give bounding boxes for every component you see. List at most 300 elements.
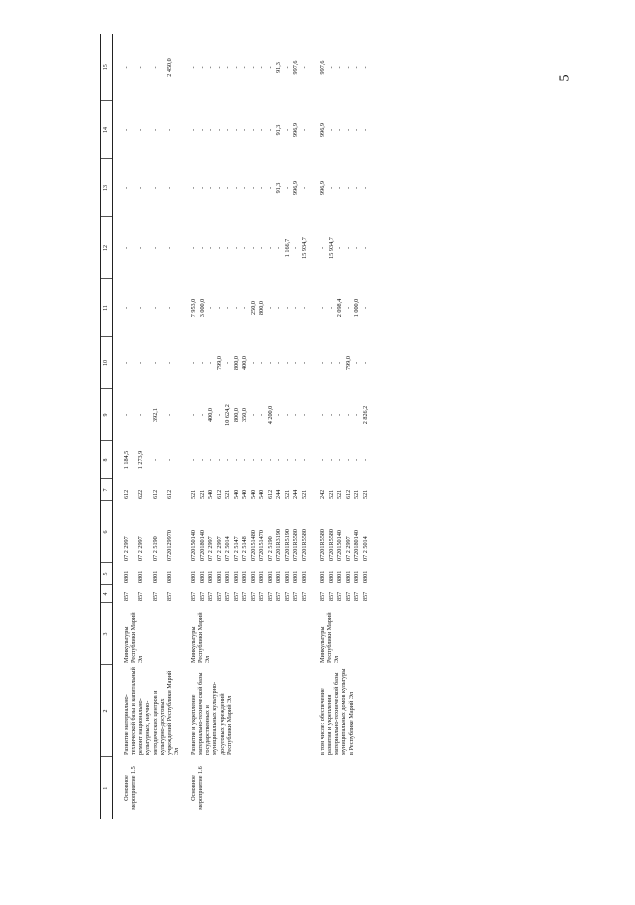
table-cell: - xyxy=(165,306,173,310)
column-header: 14 xyxy=(101,101,113,159)
table-cell: - xyxy=(215,128,223,132)
table-cell: - xyxy=(258,128,265,132)
table-cell: 540 xyxy=(249,489,257,499)
table-cell: - xyxy=(165,458,173,462)
table-cell: 857 xyxy=(353,591,360,601)
table-cell: 400,0 xyxy=(241,356,248,370)
table-cell: - xyxy=(344,458,352,462)
table-cell: 0720150140 xyxy=(336,530,343,561)
column-header: 12 xyxy=(101,217,113,279)
table-cell: - xyxy=(137,413,145,417)
table-cell: 857 xyxy=(327,591,335,601)
table-cell: 857 xyxy=(319,591,326,601)
table-cell: - xyxy=(266,361,274,365)
column-header: 9 xyxy=(101,389,113,441)
column-header: 13 xyxy=(101,159,113,217)
table-cell: 521 xyxy=(190,489,197,499)
table-cell: - xyxy=(241,246,248,250)
block-spacer xyxy=(180,34,190,819)
block-spacer xyxy=(113,34,124,819)
column-header: 6 xyxy=(101,501,113,563)
table-cell: - xyxy=(207,361,214,365)
table-cell: - xyxy=(249,458,257,462)
table-cell: - xyxy=(151,66,159,69)
table-cell: 612 xyxy=(266,489,274,499)
table-cell: - xyxy=(151,458,159,462)
table-cell: - xyxy=(224,246,231,250)
table-cell: - xyxy=(137,186,145,190)
table-cell: - xyxy=(224,361,231,365)
table-cell: 996,9 xyxy=(292,123,299,137)
table-cell: - xyxy=(353,186,360,190)
table-cell: - xyxy=(266,128,274,132)
executor-cell: Минкультуры Республики Марий Эл xyxy=(319,612,341,663)
table-cell: - xyxy=(361,128,369,132)
table-cell: - xyxy=(300,66,308,69)
table-cell: 07 2 5014 xyxy=(361,536,369,561)
table-cell: - xyxy=(275,361,282,365)
table-cell: 250,0 xyxy=(249,301,257,315)
table-cell: - xyxy=(232,186,240,190)
table-cell: - xyxy=(215,186,223,190)
table-cell: 521 xyxy=(224,489,231,499)
table-cell: - xyxy=(336,186,343,190)
table-cell: 521 xyxy=(300,489,308,499)
table-cell: - xyxy=(275,246,282,250)
table-cell: - xyxy=(283,306,291,310)
event-cell: Основное мероприятие 1.5 xyxy=(123,766,138,810)
table-cell: 1 184,5 xyxy=(123,450,130,470)
table-cell: 0801 xyxy=(249,570,257,583)
name-cell: Развитие и укрепление материально-технической базы государственных и муниципальных культурно-досуговых учреждений Республики Марий Эл xyxy=(190,672,233,755)
table-cell: - xyxy=(344,306,352,310)
table-cell: - xyxy=(198,128,206,132)
table-cell: - xyxy=(207,66,214,69)
table-cell: 242 xyxy=(319,489,326,499)
table-cell: 857 xyxy=(249,591,257,601)
table-cell: - xyxy=(266,66,274,69)
column-header: 10 xyxy=(101,337,113,389)
table-cell: 857 xyxy=(361,591,369,601)
table-cell: 0720180140 xyxy=(198,530,206,561)
table-cell: - xyxy=(249,246,257,250)
table-cell: - xyxy=(241,186,248,190)
table-cell: - xyxy=(292,413,299,417)
table-cell: - xyxy=(266,186,274,190)
table-cell: 521 xyxy=(198,489,206,499)
table-cell: - xyxy=(190,458,197,462)
table-cell: - xyxy=(319,306,326,310)
table-cell: 07 2 2997 xyxy=(215,536,223,561)
table-cell: 07 2 5190 xyxy=(151,536,159,561)
table-cell: - xyxy=(215,66,223,69)
table-cell: 0801 xyxy=(198,570,206,583)
column-header: 5 xyxy=(101,563,113,585)
table-cell: 07 2 2997 xyxy=(123,536,130,561)
table-cell: - xyxy=(224,128,231,132)
table-cell: - xyxy=(137,66,145,69)
table-cell: - xyxy=(190,66,197,69)
table-cell: 0720129970 xyxy=(165,530,173,561)
table-cell: - xyxy=(361,306,369,310)
table-cell: 0801 xyxy=(165,570,173,583)
table-cell: 857 xyxy=(258,591,265,601)
table-cell: 15 934,7 xyxy=(327,237,335,259)
table-cell: - xyxy=(241,128,248,132)
table-cell: - xyxy=(319,361,326,365)
table-cell: - xyxy=(361,458,369,462)
table-cell: 2 826,2 xyxy=(361,405,369,425)
table-cell: - xyxy=(353,413,360,417)
table-cell: 996,9 xyxy=(319,123,326,137)
table-row xyxy=(123,34,137,819)
table-cell: 7 953,0 xyxy=(190,298,197,318)
table-cell: - xyxy=(336,66,343,69)
table-cell: 521 xyxy=(353,489,360,499)
table-cell: 857 xyxy=(344,591,352,601)
table-cell: - xyxy=(151,128,159,132)
table-cell: - xyxy=(224,186,231,190)
table-cell: - xyxy=(258,361,265,365)
table-cell: 0801 xyxy=(361,570,369,583)
table-cell: 521 xyxy=(361,489,369,499)
table-cell: - xyxy=(283,128,291,132)
table-cell: - xyxy=(123,413,130,417)
table-cell: 0801 xyxy=(137,570,145,583)
table-cell: 350,0 xyxy=(241,408,248,422)
table-cell: 857 xyxy=(336,591,343,601)
table-cell: - xyxy=(249,413,257,417)
table-cell: - xyxy=(283,186,291,190)
table-cell: 612 xyxy=(123,489,130,499)
table-cell: 2 098,4 xyxy=(336,298,343,318)
table-cell: - xyxy=(198,361,206,365)
table-cell: - xyxy=(336,458,343,462)
table-cell: 07201R5580 xyxy=(292,529,299,561)
table-cell: 997,6 xyxy=(319,60,326,75)
name-cell: в том числе: обеспечение развития и укрепления материально-технической базы муниципальных домов культуры в Республике Марий Эл xyxy=(319,668,355,755)
table-cell: 857 xyxy=(266,591,274,601)
table-cell: 612 xyxy=(215,489,223,499)
table-cell: 857 xyxy=(232,591,240,601)
table-cell: - xyxy=(283,458,291,462)
table-cell: - xyxy=(336,246,343,250)
table-cell: 996,9 xyxy=(319,181,326,195)
table-cell: - xyxy=(258,413,265,417)
table-cell: - xyxy=(258,246,265,250)
table-cell: 0801 xyxy=(344,570,352,583)
table-cell: 857 xyxy=(283,591,291,601)
table-cell: - xyxy=(165,246,173,250)
table-cell: - xyxy=(123,128,130,132)
table-cell: - xyxy=(327,458,335,462)
table-cell: - xyxy=(207,186,214,190)
table-cell: - xyxy=(353,361,360,365)
table-cell: - xyxy=(300,128,308,132)
table-cell: - xyxy=(353,246,360,250)
table-cell: 91,3 xyxy=(275,124,282,136)
table-cell: - xyxy=(198,413,206,417)
table-cell: 622 xyxy=(137,489,145,499)
table-cell: 1 273,9 xyxy=(137,450,145,470)
table-cell: 91,3 xyxy=(275,182,282,194)
column-header: 11 xyxy=(101,279,113,337)
table-cell: - xyxy=(327,413,335,417)
page-number: 5 xyxy=(557,74,573,82)
table-cell: - xyxy=(137,128,145,132)
table-cell: 0801 xyxy=(300,570,308,583)
table-cell: - xyxy=(215,306,223,310)
table-cell: 612 xyxy=(151,489,159,499)
table-cell: - xyxy=(232,306,240,310)
table-cell: 521 xyxy=(327,489,335,499)
table-cell: - xyxy=(165,128,173,132)
table-cell: - xyxy=(266,458,274,462)
table-cell: - xyxy=(275,458,282,462)
table-cell: 0801 xyxy=(319,570,326,583)
table-cell: - xyxy=(353,458,360,462)
table-cell: 857 xyxy=(224,591,231,601)
table-cell: 0801 xyxy=(215,570,223,583)
table-cell: - xyxy=(232,458,240,462)
table-cell: - xyxy=(283,413,291,417)
table-cell: 996,9 xyxy=(292,181,299,195)
table-cell: - xyxy=(258,458,265,462)
executor-cell: Минкультуры Республики Марий Эл xyxy=(190,612,212,663)
table-cell: 392,1 xyxy=(151,408,159,422)
table-cell: - xyxy=(241,66,248,69)
table-cell: 800,0 xyxy=(232,356,240,370)
table-cell: - xyxy=(258,66,265,69)
table-cell: - xyxy=(361,361,369,365)
table-cell: 0801 xyxy=(336,570,343,583)
table-cell: 2 450,0 xyxy=(165,58,173,77)
table-cell: - xyxy=(300,413,308,417)
table-cell: - xyxy=(327,361,335,365)
table-cell: - xyxy=(327,128,335,132)
table-cell: 857 xyxy=(300,591,308,601)
table-cell: - xyxy=(165,361,173,365)
table-cell: 612 xyxy=(344,489,352,499)
table-cell: - xyxy=(344,66,352,69)
table-cell: 540 xyxy=(241,489,248,499)
table-cell: 857 xyxy=(151,591,159,601)
table-cell: - xyxy=(283,66,291,69)
column-header: 8 xyxy=(101,441,113,479)
table-cell: 07 2 5148 xyxy=(241,536,248,561)
table-cell: - xyxy=(344,128,352,132)
table-cell: 0801 xyxy=(327,570,335,583)
table-cell: 07 2 2997 xyxy=(207,536,214,561)
table-cell: - xyxy=(151,361,159,365)
table-cell: 0801 xyxy=(258,570,265,583)
table-cell: - xyxy=(275,306,282,310)
table-cell: - xyxy=(336,413,343,417)
table-cell: 07 2 5190 xyxy=(266,536,274,561)
table-cell: 0801 xyxy=(190,570,197,583)
table-cell: 857 xyxy=(241,591,248,601)
table-cell: - xyxy=(190,413,197,417)
table-cell: - xyxy=(292,361,299,365)
table-cell: - xyxy=(123,66,130,69)
table-cell: 07201R3190 xyxy=(275,529,282,561)
table-cell: 799,0 xyxy=(344,356,352,370)
table-cell: 400,0 xyxy=(207,408,214,422)
table-cell: - xyxy=(300,306,308,310)
table-cell: 857 xyxy=(275,591,282,601)
table-row xyxy=(190,34,199,819)
block-spacer xyxy=(309,34,319,819)
table-cell: 07201R5580 xyxy=(300,529,308,561)
table-cell: - xyxy=(336,361,343,365)
table-cell: 0801 xyxy=(292,570,299,583)
table-cell: - xyxy=(198,186,206,190)
budget-table xyxy=(100,34,370,819)
table-cell: - xyxy=(165,413,173,417)
table-cell: - xyxy=(207,128,214,132)
table-cell: 0801 xyxy=(283,570,291,583)
column-header: 15 xyxy=(101,34,113,101)
column-header: 3 xyxy=(101,603,113,665)
table-cell: - xyxy=(123,361,130,365)
table-cell: 521 xyxy=(283,489,291,499)
table-cell: - xyxy=(190,361,197,365)
table-cell: - xyxy=(224,458,231,462)
column-header-row xyxy=(101,34,113,819)
table-cell: - xyxy=(123,246,130,250)
table-cell: - xyxy=(258,186,265,190)
table-cell: - xyxy=(190,246,197,250)
table-cell: 997,6 xyxy=(292,60,299,75)
table-cell: - xyxy=(151,186,159,190)
table-cell: - xyxy=(198,246,206,250)
name-cell: Развитие материально-технической базы и капитальный ремонт национально-культурных, научно-методических центров и культурно-досуговых учреждений Республики Марий Эл xyxy=(123,667,180,755)
table-cell: 857 xyxy=(198,591,206,601)
table-cell: - xyxy=(190,186,197,190)
table-cell: 0801 xyxy=(224,570,231,583)
table-cell: - xyxy=(249,66,257,69)
table-cell: 07 2 5014 xyxy=(224,536,231,561)
table-cell: - xyxy=(327,66,335,69)
table-cell: - xyxy=(300,186,308,190)
table-cell: 0720151470 xyxy=(258,530,265,561)
table-cell: - xyxy=(327,186,335,190)
table-cell: 0801 xyxy=(266,570,274,583)
table-cell: - xyxy=(300,361,308,365)
table-cell: 540 xyxy=(207,489,214,499)
table-cell: 0801 xyxy=(353,570,360,583)
table-cell: 3 000,0 xyxy=(198,298,206,318)
table-cell: 857 xyxy=(137,591,145,601)
table-cell: 0801 xyxy=(241,570,248,583)
table-cell: 10 624,2 xyxy=(224,404,231,426)
event-cell: Основное мероприятие 1.6 xyxy=(190,766,205,810)
table-cell: - xyxy=(344,413,352,417)
table-cell: - xyxy=(266,246,274,250)
table-cell: 07 2 2997 xyxy=(137,536,145,561)
table-cell: - xyxy=(344,246,352,250)
table-cell: - xyxy=(241,306,248,310)
table-cell: - xyxy=(165,186,173,190)
table-cell: - xyxy=(292,246,299,250)
table-cell: 07201R5580 xyxy=(327,529,335,561)
table-cell: - xyxy=(232,246,240,250)
table-cell: - xyxy=(224,66,231,69)
table-cell: 1 000,0 xyxy=(353,298,360,318)
column-header: 2 xyxy=(101,665,113,757)
table-cell: - xyxy=(361,66,369,69)
table-cell: - xyxy=(232,128,240,132)
table-cell: 857 xyxy=(207,591,214,601)
table-cell: 0801 xyxy=(151,570,159,583)
table-cell: - xyxy=(123,186,130,190)
table-cell: 857 xyxy=(165,591,173,601)
table-cell: 857 xyxy=(292,591,299,601)
table-cell: - xyxy=(319,458,326,462)
column-header: 7 xyxy=(101,479,113,501)
table-cell: 1 166,7 xyxy=(283,238,291,258)
table-cell: - xyxy=(137,246,145,250)
table-cell: - xyxy=(249,128,257,132)
budget-table-container xyxy=(100,34,570,819)
table-cell: 91,3 xyxy=(275,62,282,73)
table-cell: - xyxy=(353,128,360,132)
table-cell: 0801 xyxy=(232,570,240,583)
table-cell: - xyxy=(137,361,145,365)
table-cell: 07 2 5147 xyxy=(232,536,240,561)
table-cell: 612 xyxy=(165,489,173,499)
table-cell: - xyxy=(292,458,299,462)
table-cell: - xyxy=(151,246,159,250)
table-cell: - xyxy=(123,306,130,310)
table-cell: - xyxy=(190,128,197,132)
table-cell: 540 xyxy=(258,489,265,499)
table-row xyxy=(319,34,328,819)
table-cell: - xyxy=(215,458,223,462)
table-cell: 0720150140 xyxy=(190,530,197,561)
table-cell: 521 xyxy=(336,489,343,499)
table-cell: - xyxy=(283,361,291,365)
table-cell: - xyxy=(292,306,299,310)
table-cell: 07201R5190 xyxy=(283,529,291,561)
table-cell: 857 xyxy=(123,591,130,601)
table-body xyxy=(113,34,371,819)
table-cell: - xyxy=(207,458,214,462)
table-cell: - xyxy=(207,306,214,310)
table-cell: 857 xyxy=(190,591,197,601)
table-cell: - xyxy=(336,128,343,132)
table-cell: - xyxy=(241,458,248,462)
table-cell: 800,0 xyxy=(232,408,240,422)
table-cell: - xyxy=(249,186,257,190)
table-cell: - xyxy=(361,186,369,190)
table-cell: - xyxy=(249,361,257,365)
table-cell: - xyxy=(344,186,352,190)
column-header: 4 xyxy=(101,585,113,603)
executor-cell: Минкультуры Республики Марий Эл xyxy=(123,612,145,663)
table-cell: - xyxy=(300,458,308,462)
column-header: 1 xyxy=(101,757,113,819)
table-cell: - xyxy=(215,246,223,250)
table-cell: 07201R5580 xyxy=(319,529,326,561)
table-cell: - xyxy=(361,246,369,250)
table-cell: 07 2 2997 xyxy=(344,536,352,561)
table-cell: - xyxy=(137,306,145,310)
table-cell: 4 200,0 xyxy=(266,405,274,425)
table-cell: - xyxy=(327,306,335,310)
table-cell: 0720180140 xyxy=(353,530,360,561)
table-cell: - xyxy=(275,413,282,417)
